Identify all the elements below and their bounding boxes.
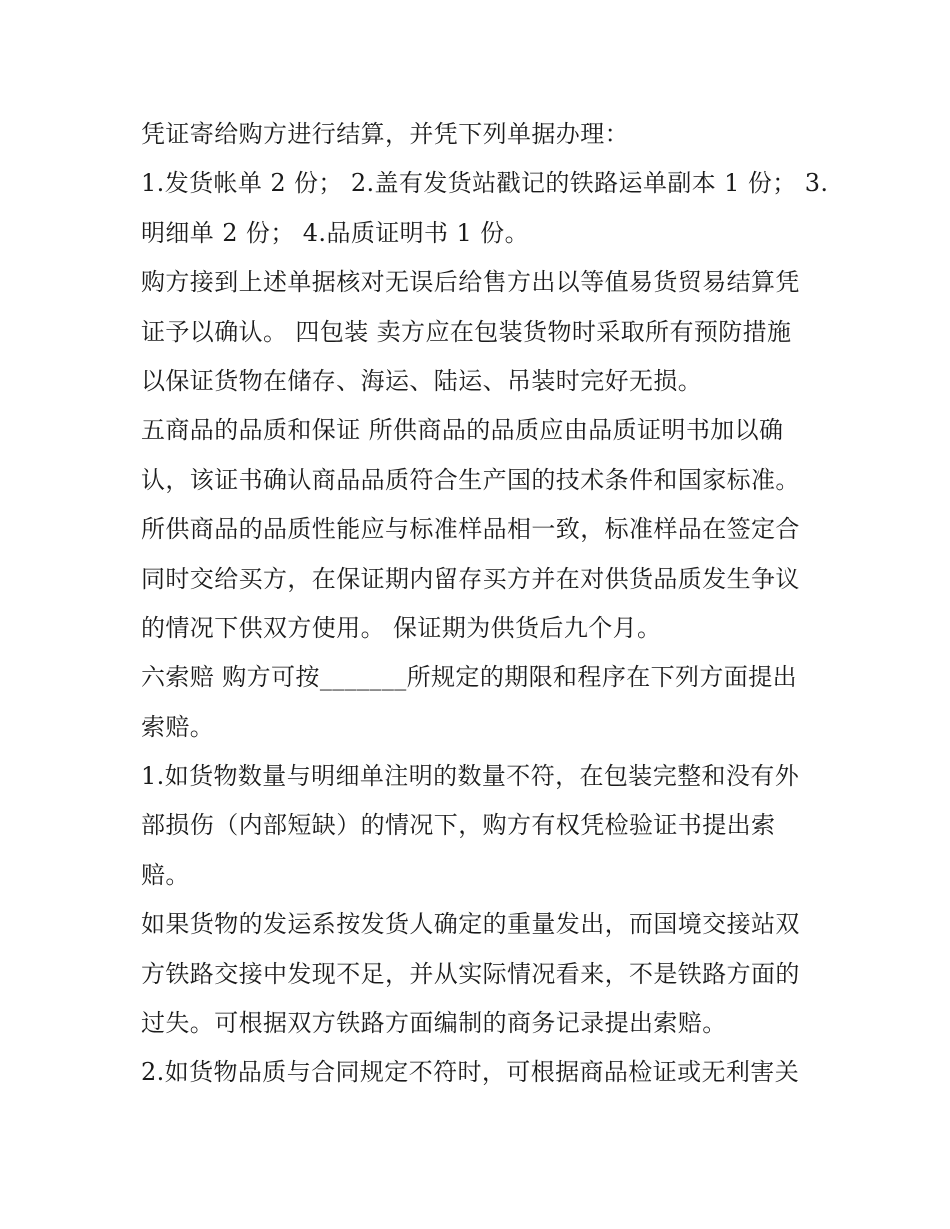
text-line: 索赔。 xyxy=(141,712,215,741)
text-line: 六索赔 购方可按_______所规定的期限和程序在下列方面提出 xyxy=(141,663,798,692)
text-line: 的情况下供双方使用。 保证期为供货后九个月。 xyxy=(141,613,662,642)
text-line: 认，该证书确认商品品质符合生产国的技术条件和国家标准。 xyxy=(141,465,800,494)
text-line: 赔。 xyxy=(141,860,190,889)
text-line: 明细单 2 份； 4.品质证明书 1 份。 xyxy=(141,218,529,247)
text-line: 1.发货帐单 2 份； 2.盖有发货站戳记的铁路运单副本 1 份； 3. xyxy=(141,169,829,198)
text-line: 购方接到上述单据核对无误后给售方出以等值易货贸易结算凭 xyxy=(141,268,800,297)
text-line: 五商品的品质和保证 所供商品的品质应由品质证明书加以确 xyxy=(141,416,784,445)
text-line: 部损伤（内部短缺）的情况下，购方有权凭检验证书提出索 xyxy=(141,811,776,840)
text-line: 证予以确认。 四包装 卖方应在包装货物时采取所有预防措施 xyxy=(141,317,792,346)
text-line: 过失。可根据双方铁路方面编制的商务记录提出索赔。 xyxy=(141,1009,727,1038)
text-line: 同时交给买方，在保证期内留存买方并在对供货品质发生争议 xyxy=(141,564,800,593)
text-line: 1.如货物数量与明细单注明的数量不符，在包装完整和没有外 xyxy=(141,762,800,791)
text-line: 以保证货物在储存、海运、陆运、吊装时完好无损。 xyxy=(141,366,703,395)
text-line: 所供商品的品质性能应与标准样品相一致，标准样品在签定合 xyxy=(141,515,800,544)
document-body xyxy=(141,110,829,1098)
text-line: 如果货物的发运系按发货人确定的重量发出，而国境交接站双 xyxy=(141,910,800,939)
text-line: 2.如货物品质与合同规定不符时，可根据商品检证或无利害关 xyxy=(141,1058,800,1087)
text-line: 方铁路交接中发现不足，并从实际情况看来，不是铁路方面的 xyxy=(141,959,800,988)
text-line: 凭证寄给购方进行结算，并凭下列单据办理： xyxy=(141,120,629,148)
